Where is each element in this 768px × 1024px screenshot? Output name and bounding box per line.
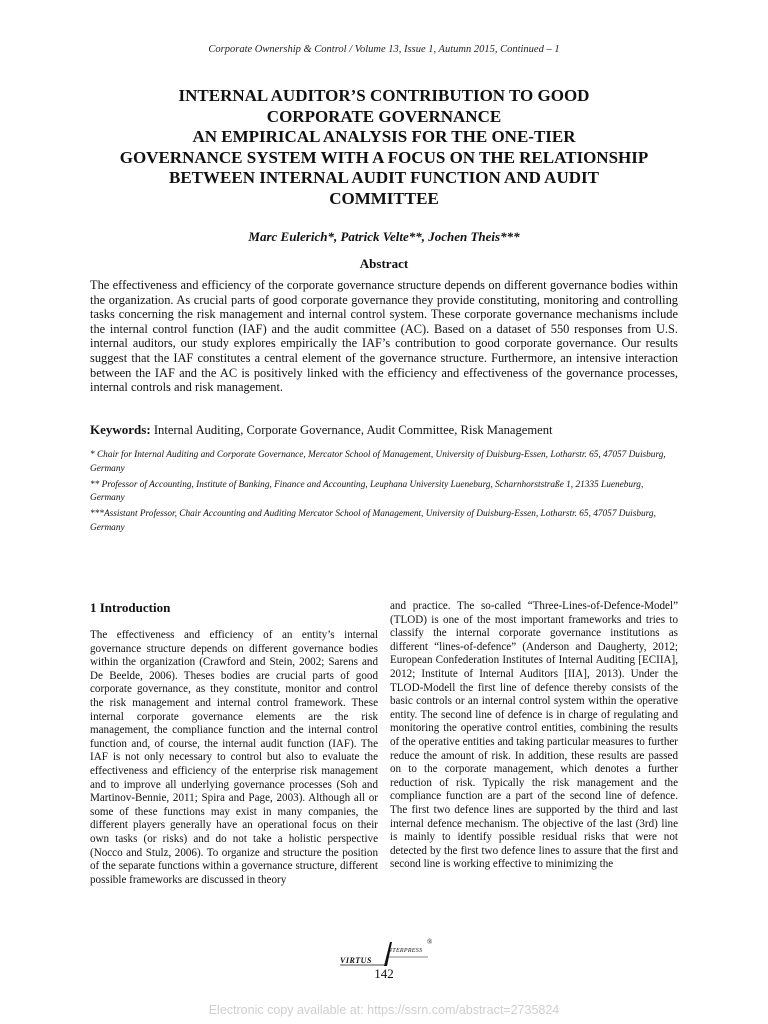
body-paragraph: The effectiveness and efficiency of an entity’s internal governance structure depends on different governance bodies within the organization (Crawford and Stein, 2002; Sarens and De Beelde, 2006). Theses bodies are crucial parts of good corporate governance, as they constitute, monitor and control the risk management and internal control framework. These internal corporate governance elements are the risk management, the compliance function and the internal control function and, of course, the internal audit function (IAF). The IAF is not only necessary to control but also to evaluate the effectiveness and efficiency of the enterprise risk management and to improve all underlying governance processes (Soh and Martinov-Bennie, 2011; Spira and Page, 2003). Although all or some of these functions may exist in many companies, the different players generally have an operational focus on their own tasks (or risks) and do not take a holistic perspective (Nocco and Stulz, 2006). To organize and structure the position of the separate functions within a governance structure, different possible frameworks are discussed in theory: [90, 629, 378, 886]
page-number: 142: [374, 966, 394, 981]
title-line: AN EMPIRICAL ANALYSIS FOR THE ONE-TIER: [192, 127, 576, 146]
title-line: GOVERNANCE SYSTEM WITH A FOCUS ON THE RELATIONSHIP: [119, 147, 649, 167]
footnote: ***Assistant Professor, Chair Accounting and Auditing Mercator School of Management, University of Duisburg-Essen, Lotharstr. 65, 47057 Duisburg, Germany: [90, 509, 656, 533]
paper-title: [70, 86, 698, 209]
logo-subtext: NTERPRESS: [388, 948, 423, 954]
right-column: [390, 600, 678, 872]
title-line: COMMITTEE: [329, 188, 439, 208]
title-line: CORPORATE GOVERNANCE: [266, 106, 502, 126]
virtus-interpress-logo: [338, 940, 448, 968]
footnote: ** Professor of Accounting, Institute of Banking, Finance and Accounting, Leuphana University Lueneburg, Scharnhorststraße 1, 21335 Lueneburg, Germany: [90, 479, 644, 504]
author-list: Marc Eulerich*, Patrick Velte**, Jochen Theis***: [248, 229, 520, 244]
logo-text: VIRTUS: [340, 956, 372, 965]
ssrn-watermark[interactable]: Electronic copy available at: https://ssrn.com/abstract=2735824: [208, 1003, 560, 1017]
journal-header: Corporate Ownership & Control / Volume 13, Issue 1, Autumn 2015, Continued – 1: [208, 44, 560, 55]
keywords: [90, 422, 678, 438]
keywords-text: Internal Auditing, Corporate Governance, Audit Committee, Risk Management: [153, 423, 553, 437]
registered-mark: ®: [427, 938, 433, 946]
abstract-heading: Abstract: [359, 256, 409, 271]
body-paragraph: and practice. The so-called “Three-Lines-of-Defence-Model” (TLOD) is one of the most important frameworks and tries to classify the internal corporate governance institutions as different “lines-of-defence” (Anderson and Daugherty, 2012; European Confederation Institutes of Internal Auditing [ECIIA], 2012; Institute of Internal Auditors [IIA], 2013). Under the TLOD-Modell the first line of defence thereby consists of the basic controls or an internal control system within the operative entity. The second line of defence is in charge of regulating and monitoring the operative control entities, combining the results of the operative entities and taking particular measures to further reduce the amount of risk. In addition, these results are passed on to the corporate management, which denotes a further reduction of risk. Typically the risk management and the compliance function are a part of the second line of defence. The first two defence lines are supported by the third and last internal defence mechanism. The objective of the last (3rd) line is mainly to identify possible residual risks that were not detected by the first two defence lines to assure that the first and second line is working effective to minimizing the: [390, 600, 678, 871]
footnote: * Chair for Internal Auditing and Corporate Governance, Mercator School of Management, University of Duisburg-Essen, Lotharstr. 65, 47057 Duisburg, Germany: [90, 450, 666, 474]
abstract-body: The effectiveness and efficiency of the corporate governance structure depends on different governance bodies within the organization. As crucial parts of good corporate governance they provide constituting, monitoring and controlling tasks concerning the risk management and internal control system. These corporate governance mechanisms include the internal control function (IAF) and the audit committee (AC). Based on a dataset of 550 responses from U.S. internal auditors, our study explores empirically the IAF’s contribution to good corporate governance. Our results suggest that the IAF constitutes a central element of the governance structure. Furthermore, an intensive interaction between the IAF and the AC is positively linked with the efficiency and effectiveness of the governance processes, internal controls and risk management.: [90, 278, 678, 395]
left-column: [90, 600, 378, 887]
author-footnotes: [90, 449, 678, 538]
title-line: BETWEEN INTERNAL AUDIT FUNCTION AND AUDIT: [169, 168, 599, 187]
keywords-label: Keywords:: [90, 422, 151, 437]
section-heading: 1 Introduction: [90, 600, 171, 615]
title-line: INTERNAL AUDITOR’S CONTRIBUTION TO GOOD: [178, 86, 590, 105]
